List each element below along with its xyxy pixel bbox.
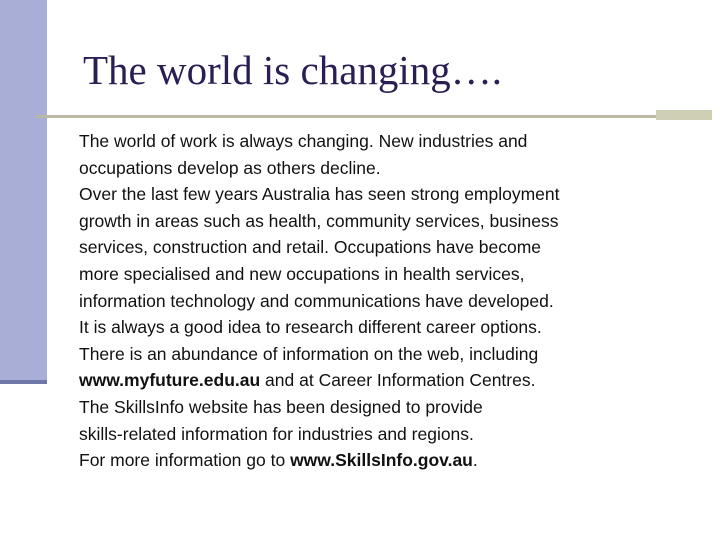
skillsinfo-line-lead: For more information go to bbox=[79, 450, 291, 471]
title-divider bbox=[36, 115, 712, 118]
body-line: more specialised and new occupations in health services, bbox=[79, 263, 525, 284]
body-line: skills-related information for industries and regions. bbox=[79, 423, 474, 444]
title-divider-accent bbox=[656, 110, 712, 120]
slide-body bbox=[79, 128, 699, 474]
body-line-myfuture bbox=[79, 367, 699, 394]
side-accent-bar-shadow bbox=[0, 380, 47, 384]
body-line: information technology and communications have developed. bbox=[79, 290, 554, 311]
body-line: occupations develop as others decline. bbox=[79, 157, 381, 178]
body-line-skillsinfo bbox=[79, 447, 699, 474]
slide-title: The world is changing…. bbox=[83, 47, 503, 93]
myfuture-line-rest: and at Career Information Centres. bbox=[260, 370, 536, 391]
skillsinfo-line-end: . bbox=[472, 450, 478, 471]
body-line: It is always a good idea to research different career options. bbox=[79, 317, 542, 338]
body-line: The world of work is always changing. New industries and bbox=[79, 131, 528, 151]
body-line: The SkillsInfo website has been designed to provide bbox=[79, 396, 483, 417]
body-line: There is an abundance of information on the web, including bbox=[79, 343, 539, 364]
myfuture-link[interactable]: www.myfuture.edu.au bbox=[79, 370, 261, 391]
side-accent-bar bbox=[0, 0, 47, 384]
skillsinfo-link[interactable]: www.SkillsInfo.gov.au bbox=[290, 450, 473, 471]
body-line: Over the last few years Australia has seen strong employment bbox=[79, 184, 560, 205]
body-line: growth in areas such as health, community services, business bbox=[79, 210, 559, 231]
body-line: services, construction and retail. Occupations have become bbox=[79, 237, 542, 258]
